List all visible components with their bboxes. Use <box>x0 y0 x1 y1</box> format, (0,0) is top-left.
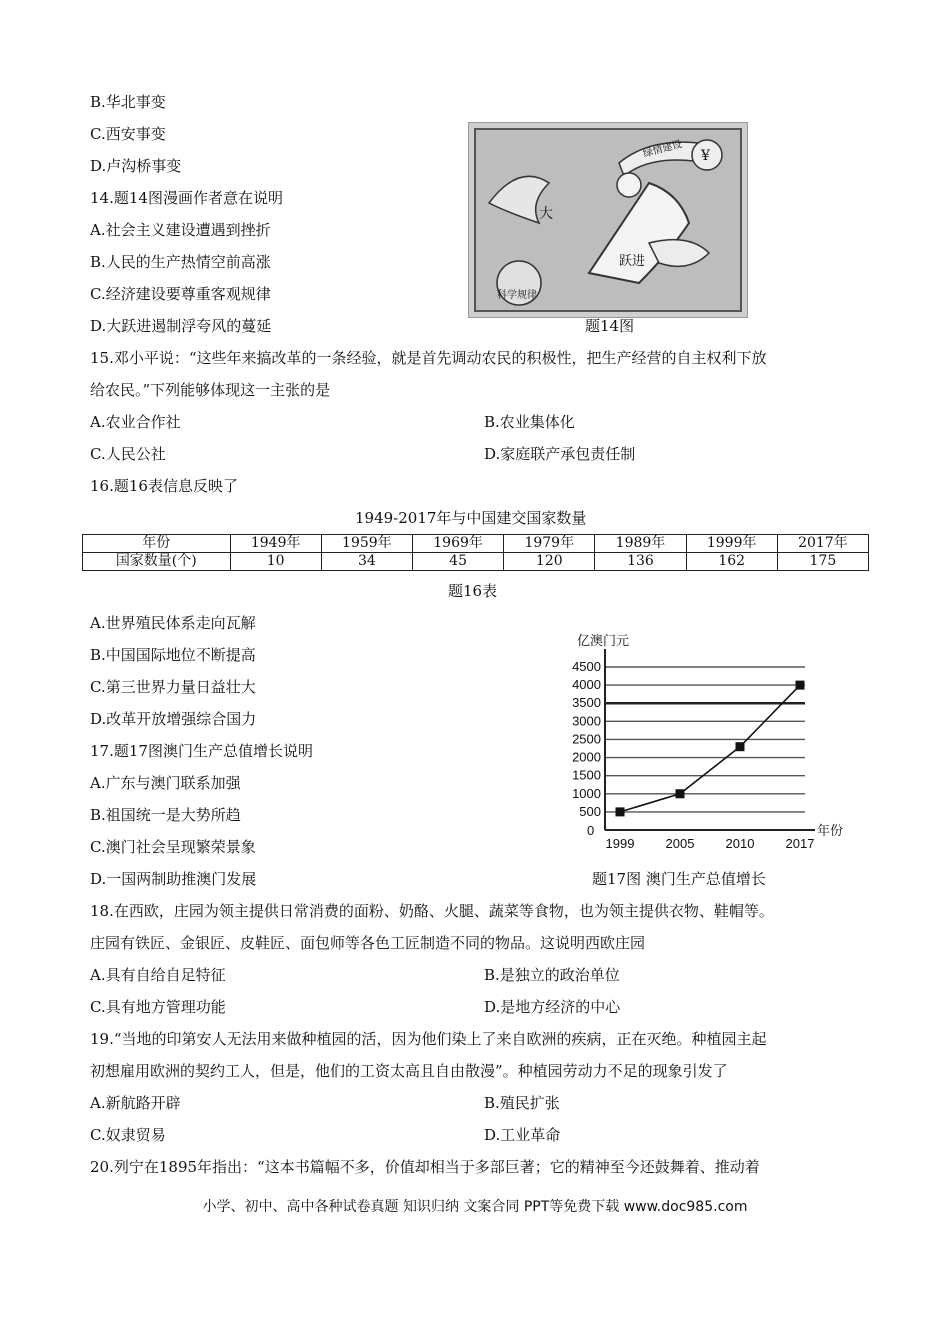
cartoon-label-main: 绿情建设 <box>641 138 684 160</box>
table-cell-count: 162 <box>686 553 777 571</box>
q18-option-c: C.具有地方管理功能 <box>90 998 226 1016</box>
table-header-label: 年份 <box>83 535 231 553</box>
q19-option-b: B.殖民扩张 <box>484 1094 560 1112</box>
q18-stem-line2: 庄园有铁匠、金银匠、皮鞋匠、面包师等各色工匠制造不同的物品。这说明西欧庄园 <box>90 934 646 952</box>
table16-title: 1949-2017年与中国建交国家数量 <box>355 509 587 527</box>
y-tick-label: 3000 <box>572 713 601 729</box>
q16-option-d: D.改革开放增强综合国力 <box>90 710 257 728</box>
q14-option-c: C.经济建设要尊重客观规律 <box>90 285 271 303</box>
table-cell-count: 45 <box>412 553 503 571</box>
x-tick-label: 2017 <box>785 836 815 851</box>
q19-option-a: A.新航路开辟 <box>90 1094 181 1112</box>
q14-stem: 14.题14图漫画作者意在说明 <box>90 189 283 207</box>
table-row-years <box>83 535 869 553</box>
q19-option-d: D.工业革命 <box>484 1126 561 1144</box>
y-tick-label: 1000 <box>572 785 601 801</box>
q18-option-d: D.是地方经济的中心 <box>484 998 621 1016</box>
y-tick-label: 2500 <box>572 731 601 747</box>
fig14-caption: 题14图 <box>585 317 635 335</box>
q14-option-d: D.大跃进遏制浮夸风的蔓延 <box>90 317 272 335</box>
table16-caption: 题16表 <box>448 582 498 600</box>
table-row-counts <box>83 553 869 571</box>
q17-option-b: B.祖国统一是大势所趋 <box>90 806 241 824</box>
q13-option-c: C.西安事变 <box>90 125 166 143</box>
table-cell-year: 1989年 <box>595 535 686 553</box>
q14-option-a: A.社会主义建设遭遇到挫折 <box>90 221 271 239</box>
q17-option-d: D.一国两制助推澳门发展 <box>90 870 257 888</box>
data-point <box>616 807 625 816</box>
page-footer: 小学、初中、高中各种试卷真题 知识归纳 文案合同 PPT等免费下载 www.doc985.com <box>202 1199 748 1215</box>
q20-stem-line1: 20.列宁在1895年指出：“这本书篇幅不多，价值却相当于多部巨著；它的精神至今还鼓舞着、推动着 <box>90 1158 760 1176</box>
q15-option-c: C.人民公社 <box>90 445 166 463</box>
q15-stem-line2: 给农民。”下列能够体现这一主张的是 <box>90 381 331 399</box>
y-tick-label: 1500 <box>572 767 601 783</box>
q17-option-c: C.澳门社会呈现繁荣景象 <box>90 838 256 856</box>
y-tick-label: 500 <box>579 803 601 819</box>
q18-option-b: B.是独立的政治单位 <box>484 966 620 984</box>
data-point <box>736 742 745 751</box>
table-cell-count: 175 <box>777 553 868 571</box>
table-cell-year: 2017年 <box>777 535 868 553</box>
table-row-label: 国家数量(个) <box>83 553 231 571</box>
q15-option-a: A.农业合作社 <box>90 413 181 431</box>
cartoon-label-science: 科学规律 <box>497 290 537 301</box>
q18-option-a: A.具有自给自足特征 <box>90 966 226 984</box>
q17-option-a: A.广东与澳门联系加强 <box>90 774 241 792</box>
q16-option-a: A.世界殖民体系走向瓦解 <box>90 614 256 632</box>
q16-option-c: C.第三世界力量日益壮大 <box>90 678 256 696</box>
data-point <box>676 789 685 798</box>
q14-option-b: B.人民的生产热情空前高涨 <box>90 253 271 271</box>
table-cell-count: 34 <box>321 553 412 571</box>
table-cell-count: 120 <box>504 553 595 571</box>
table-cell-year: 1949年 <box>230 535 321 553</box>
q13-option-b: B.华北事变 <box>90 93 166 111</box>
table-cell-count: 10 <box>230 553 321 571</box>
x-axis-label: 年份 <box>817 824 844 839</box>
y-tick-label: 4000 <box>572 677 601 693</box>
table-16 <box>82 534 869 571</box>
q13-option-d: D.卢沟桥事变 <box>90 157 182 175</box>
y-tick-label: 2000 <box>572 749 601 765</box>
cartoon-label-leap: 跃进 <box>619 254 646 269</box>
q19-option-c: C.奴隶贸易 <box>90 1126 166 1144</box>
y-tick-label: 4500 <box>572 659 601 674</box>
table-cell-year: 1959年 <box>321 535 412 553</box>
table-cell-year: 1979年 <box>504 535 595 553</box>
x-tick-label: 2010 <box>725 836 755 851</box>
table-cell-count: 136 <box>595 553 686 571</box>
x-tick-label: 1999 <box>605 836 635 851</box>
q15-option-d: D.家庭联产承包责任制 <box>484 445 636 463</box>
q16-stem: 16.题16表信息反映了 <box>90 477 238 495</box>
q19-stem-line2: 初想雇用欧洲的契约工人，但是，他们的工资太高且自由散漫”。种植园劳动力不足的现象引发了 <box>90 1062 728 1080</box>
q17-stem: 17.题17图澳门生产总值增长说明 <box>90 742 313 760</box>
cartoon-label-big: 大 <box>539 206 553 222</box>
y-axis-label: 亿澳门元 <box>577 634 630 649</box>
x-tick-label: 2005 <box>665 836 695 851</box>
q18-stem-line1: 18.在西欧，庄园为领主提供日常消费的面粉、奶酪、火腿、蔬菜等食物，也为领主提供衣物、鞋帽等。 <box>90 902 774 920</box>
q19-stem-line1: 19.“当地的印第安人无法用来做种植园的活，因为他们染上了来自欧洲的疾病，正在灭绝。种植园主起 <box>90 1030 767 1048</box>
cartoon-figure-14 <box>468 122 748 318</box>
chart-17 <box>555 627 855 859</box>
fig17-caption: 题17图 澳门生产总值增长 <box>592 870 766 888</box>
y-tick-label: 3500 <box>572 695 601 711</box>
origin-label: 0 <box>587 823 595 838</box>
q15-stem-line1: 15.邓小平说：“这些年来搞改革的一条经验，就是首先调动农民的积极性，把生产经营的自主权利下放 <box>90 349 767 367</box>
cartoon-label-yen: ¥ <box>701 148 710 164</box>
q16-option-b: B.中国国际地位不断提高 <box>90 646 256 664</box>
table-cell-year: 1999年 <box>686 535 777 553</box>
table-cell-year: 1969年 <box>412 535 503 553</box>
q15-option-b: B.农业集体化 <box>484 413 575 431</box>
data-point <box>796 681 805 690</box>
